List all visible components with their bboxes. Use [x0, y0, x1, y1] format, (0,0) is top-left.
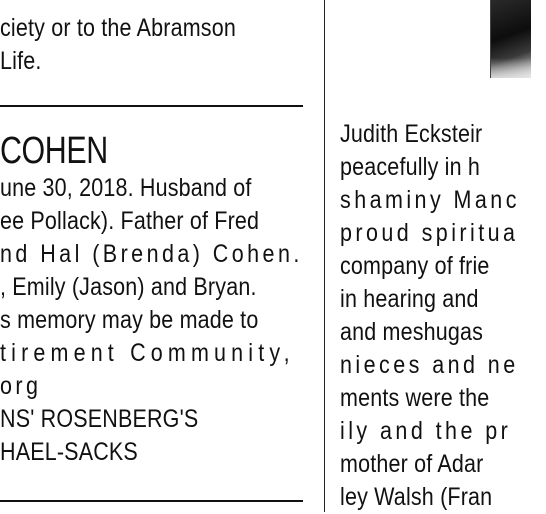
obituary-heading: COHEN [0, 130, 108, 172]
section-divider [0, 105, 303, 107]
obituary-text-line: in hearing and [340, 285, 479, 313]
column-divider [324, 0, 325, 512]
obituary-text-line: nd Hal (Brenda) Cohen. [0, 240, 303, 268]
obituary-text-line: proud spiritua [340, 219, 519, 247]
obituary-text-line: company of frie [340, 252, 490, 280]
obituary-text-line: ments were the [340, 384, 490, 412]
obituary-text-line: and meshugas [340, 318, 484, 346]
obituary-text-line: ily and the pr [340, 417, 512, 445]
obituary-text-line: nieces and ne [340, 351, 519, 379]
right-column [340, 0, 520, 512]
obituary-text-line: Judith Ecksteir [340, 120, 483, 148]
obituary-text-line: org [0, 372, 42, 400]
funeral-home-line: HAEL-SACKS [0, 438, 138, 466]
obituary-photo [490, 0, 531, 78]
obituary-text-line: une 30, 2018. Husband of [0, 174, 252, 202]
obituary-text-line: peacefully in h [340, 153, 481, 181]
obituary-text-line: ciety or to the Abramson [0, 14, 236, 42]
obituary-text-line: Life. [0, 47, 42, 75]
obituary-text-line: ley Walsh (Fran [340, 483, 493, 511]
funeral-home-line: NS' ROSENBERG'S [0, 405, 199, 433]
obituary-text-line: ee Pollack). Father of Fred [0, 207, 260, 235]
obituary-text-line: mother of Adar [340, 450, 484, 478]
obituary-text-line: s memory may be made to [0, 306, 259, 334]
obituary-text-line: tirement Community, [0, 339, 295, 367]
section-divider [0, 500, 303, 502]
obituary-text-line: , Emily (Jason) and Bryan. [0, 273, 257, 301]
obituary-text-line: shaminy Manc [340, 186, 520, 214]
